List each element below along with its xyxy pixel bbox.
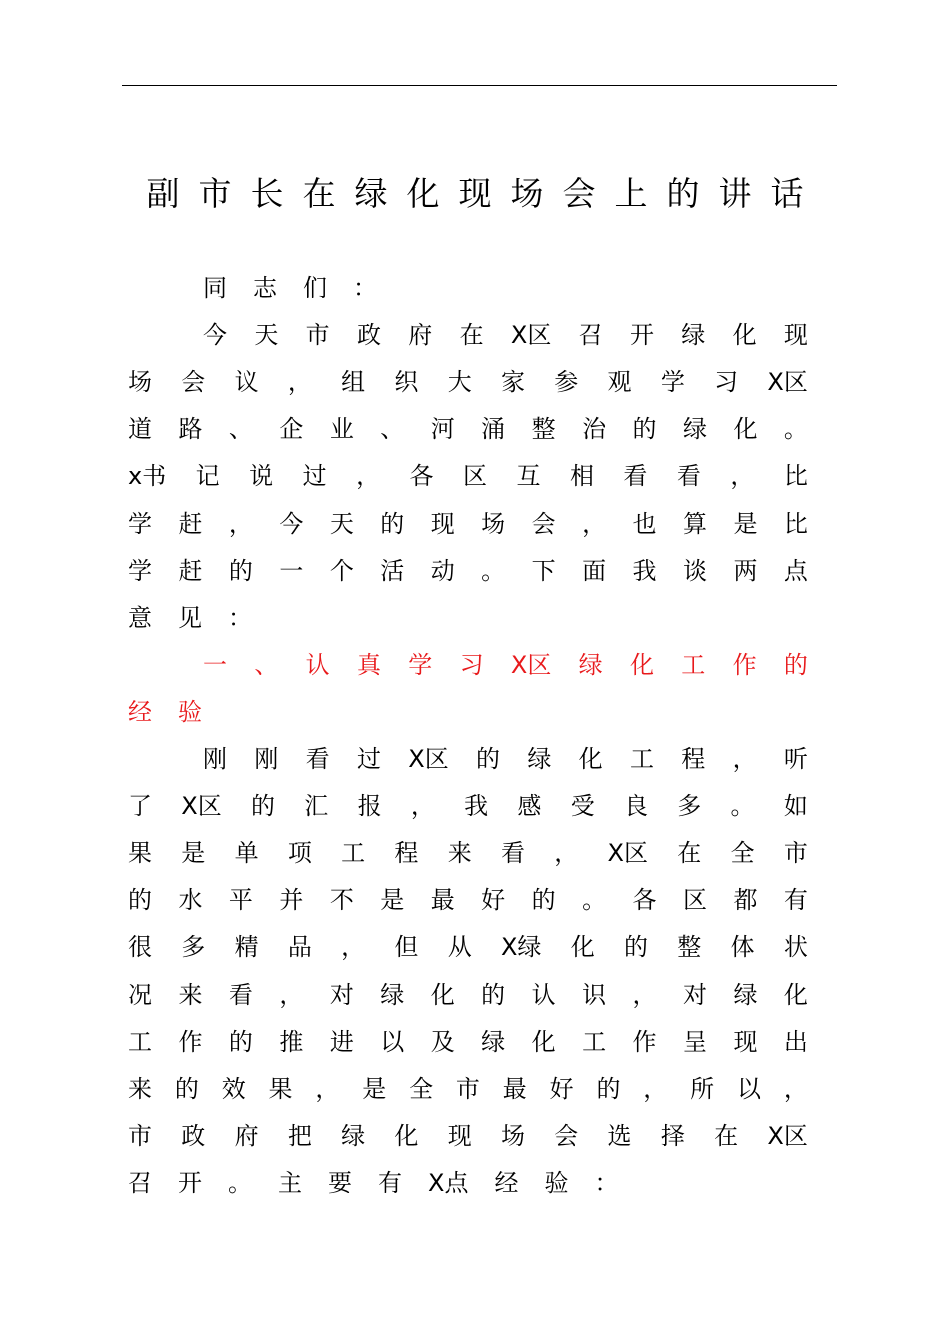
glyph: 工 — [582, 1027, 607, 1056]
glyph: 平 — [228, 886, 253, 915]
glyph: 过 — [302, 462, 327, 491]
glyph: 。 — [582, 886, 607, 915]
glyph: 各 — [632, 886, 657, 915]
paragraph-line — [128, 453, 808, 500]
glyph: 互 — [516, 462, 541, 491]
glyph: ， — [287, 368, 312, 397]
glyph: 学 — [408, 650, 433, 679]
glyph: 绿 — [681, 321, 706, 350]
glyph: 认 — [531, 980, 556, 1009]
glyph: 以 — [380, 1027, 405, 1056]
glyph: 看 — [305, 745, 330, 773]
glyph: 有 — [378, 1168, 402, 1197]
glyph: 对 — [682, 980, 707, 1009]
glyph: X区 — [181, 792, 222, 821]
glyph: 现 — [447, 1121, 472, 1150]
glyph: 感 — [517, 792, 542, 821]
glyph: 、 — [380, 415, 405, 444]
header-rule — [122, 85, 837, 86]
glyph: 主 — [278, 1168, 302, 1197]
glyph: X绿 — [500, 933, 542, 962]
glyph: 经 — [128, 697, 152, 726]
glyph: X区 — [510, 650, 552, 679]
glyph: 多 — [677, 792, 702, 821]
glyph: 大 — [447, 368, 472, 397]
glyph: 化 — [783, 980, 808, 1009]
glyph: 果 — [128, 839, 152, 868]
glyph: 相 — [569, 462, 594, 491]
glyph: 市 — [455, 1074, 480, 1103]
glyph: 天 — [254, 321, 279, 350]
paragraph-line — [128, 783, 808, 830]
glyph: 的 — [380, 509, 405, 538]
glyph: 进 — [329, 1027, 354, 1056]
glyph: 志 — [253, 274, 277, 302]
glyph: 也 — [632, 509, 657, 538]
glyph: 过 — [356, 745, 381, 773]
glyph: 工 — [681, 650, 706, 679]
glyph: 召 — [128, 1168, 152, 1197]
glyph: 很 — [128, 933, 152, 962]
glyph: X区 — [767, 1121, 808, 1150]
glyph: 府 — [408, 321, 433, 350]
glyph: 。 — [730, 792, 755, 821]
glyph: 们 — [303, 274, 327, 302]
glyph: 治 — [582, 415, 607, 444]
glyph: 全 — [730, 839, 755, 868]
glyph: 比 — [783, 462, 808, 491]
glyph: 看 — [500, 839, 525, 868]
glyph: ， — [730, 462, 755, 491]
glyph: 政 — [181, 1121, 206, 1150]
glyph: X区 — [607, 839, 648, 868]
glyph: 受 — [570, 792, 595, 821]
glyph: 程 — [681, 745, 706, 773]
glyph: 好 — [481, 886, 506, 915]
glyph: 意 — [128, 603, 152, 632]
document-title: 副市长在绿化现场会上的讲话 — [146, 174, 823, 213]
glyph: 是 — [181, 839, 206, 868]
glyph: 的 — [228, 556, 253, 585]
glyph: 场 — [128, 368, 152, 397]
glyph: 体 — [730, 933, 755, 962]
glyph: 单 — [234, 839, 259, 868]
glyph: 学 — [128, 509, 152, 538]
glyph: 经 — [494, 1168, 519, 1197]
glyph: 的 — [128, 886, 152, 915]
paragraph-line — [128, 1019, 808, 1066]
glyph: 市 — [783, 839, 808, 868]
glyph: 的 — [531, 886, 556, 915]
glyph: 但 — [394, 933, 419, 962]
glyph: 绿 — [578, 650, 603, 679]
glyph: 况 — [128, 980, 152, 1009]
glyph: 整 — [531, 415, 556, 444]
glyph: 同 — [203, 274, 227, 302]
glyph: 家 — [500, 368, 525, 397]
glyph: 并 — [279, 886, 304, 915]
glyph: 听 — [783, 745, 808, 773]
glyph: 天 — [329, 509, 354, 538]
glyph: 绿 — [733, 980, 758, 1009]
glyph: 真 — [356, 650, 381, 679]
glyph: 有 — [783, 886, 808, 915]
glyph: 是 — [362, 1074, 387, 1103]
glyph: 工 — [128, 1027, 152, 1056]
glyph: 区 — [463, 462, 488, 491]
glyph: 赶 — [178, 556, 203, 585]
glyph: 区 — [682, 886, 707, 915]
glyph: 谈 — [682, 556, 707, 585]
glyph: 现 — [783, 321, 808, 350]
glyph: 精 — [234, 933, 259, 962]
glyph: 状 — [783, 933, 808, 962]
glyph: 推 — [279, 1027, 304, 1056]
glyph: X点 — [428, 1168, 469, 1197]
glyph: 河 — [430, 415, 455, 444]
glyph: 程 — [394, 839, 419, 868]
glyph: 水 — [178, 886, 203, 915]
glyph: 不 — [329, 886, 354, 915]
glyph: 会 — [181, 368, 206, 397]
paragraph-line — [128, 830, 808, 877]
glyph: 汇 — [304, 792, 329, 821]
paragraph-line — [128, 1066, 808, 1113]
glyph: 作 — [632, 1027, 657, 1056]
glyph: 、 — [228, 415, 253, 444]
glyph: 各 — [409, 462, 434, 491]
glyph: 的 — [623, 933, 648, 962]
glyph: 看 — [676, 462, 701, 491]
glyph: 项 — [287, 839, 312, 868]
glyph: 品 — [287, 933, 312, 962]
paragraph-line — [203, 736, 808, 783]
glyph: 化 — [733, 415, 758, 444]
paragraph-line — [128, 1160, 808, 1207]
glyph: 刚 — [254, 745, 279, 773]
glyph: ， — [228, 509, 253, 538]
glyph: 验 — [178, 697, 202, 726]
glyph: 在 — [459, 321, 484, 350]
glyph: 对 — [329, 980, 354, 1009]
glyph: 比 — [783, 509, 808, 538]
glyph: 府 — [234, 1121, 259, 1150]
glyph: 会 — [531, 509, 556, 538]
glyph: 记 — [195, 462, 220, 491]
glyph: 现 — [733, 1027, 758, 1056]
glyph: 选 — [607, 1121, 632, 1150]
glyph: 认 — [305, 650, 330, 679]
glyph: 出 — [783, 1027, 808, 1056]
glyph: 学 — [660, 368, 685, 397]
glyph: 都 — [733, 886, 758, 915]
glyph: 说 — [249, 462, 274, 491]
glyph: 面 — [582, 556, 607, 585]
glyph: 要 — [328, 1168, 352, 1197]
glyph: 我 — [464, 792, 489, 821]
glyph: 企 — [279, 415, 304, 444]
glyph: 绿 — [527, 745, 552, 773]
glyph: 的 — [476, 745, 501, 773]
glyph: 以 — [736, 1074, 761, 1103]
glyph: X区 — [408, 745, 449, 773]
glyph: 工 — [629, 745, 654, 773]
glyph: ， — [410, 792, 435, 821]
glyph: 今 — [203, 321, 227, 350]
glyph: 动 — [430, 556, 455, 585]
glyph: 最 — [430, 886, 455, 915]
glyph: 来 — [447, 839, 472, 868]
glyph: 是 — [733, 509, 758, 538]
glyph: ， — [783, 1074, 808, 1103]
glyph: 的 — [783, 650, 808, 679]
glyph: ： — [594, 1168, 619, 1197]
glyph: 组 — [341, 368, 366, 397]
glyph: 看 — [623, 462, 648, 491]
paragraph-line — [128, 548, 808, 595]
glyph: 多 — [181, 933, 206, 962]
glyph: 道 — [128, 415, 152, 444]
glyph: 。 — [481, 556, 506, 585]
glyph: X区 — [767, 368, 808, 397]
paragraph-line — [128, 595, 808, 642]
glyph: 从 — [447, 933, 472, 962]
glyph: 。 — [228, 1168, 252, 1197]
glyph: 化 — [394, 1121, 419, 1150]
glyph: 政 — [356, 321, 381, 350]
glyph: 一 — [279, 556, 304, 585]
glyph: 的 — [228, 1027, 253, 1056]
glyph: 学 — [128, 556, 152, 585]
glyph: 现 — [430, 509, 455, 538]
glyph: x书 — [128, 462, 167, 491]
glyph: 绿 — [481, 1027, 506, 1056]
glyph: 择 — [660, 1121, 685, 1150]
glyph: 好 — [549, 1074, 574, 1103]
glyph: 观 — [607, 368, 632, 397]
glyph: 的 — [251, 792, 276, 821]
glyph: 赶 — [178, 509, 203, 538]
glyph: 召 — [578, 321, 603, 350]
glyph: 、 — [254, 650, 279, 679]
paragraph-line — [128, 924, 808, 971]
glyph: 参 — [554, 368, 579, 397]
paragraph-line — [128, 1113, 808, 1160]
glyph: 个 — [329, 556, 354, 585]
glyph: 及 — [430, 1027, 455, 1056]
glyph: 呈 — [682, 1027, 707, 1056]
glyph: 见 — [178, 603, 202, 632]
glyph: ： — [228, 603, 252, 632]
glyph: 在 — [677, 839, 702, 868]
paragraph-line — [128, 406, 808, 453]
glyph: 绿 — [380, 980, 405, 1009]
glyph: ， — [554, 839, 579, 868]
glyph: 看 — [228, 980, 253, 1009]
glyph: 场 — [500, 1121, 525, 1150]
glyph: 习 — [714, 368, 739, 397]
glyph: 市 — [305, 321, 330, 350]
glyph: 两 — [733, 556, 758, 585]
glyph: 化 — [732, 321, 757, 350]
glyph: ， — [643, 1074, 668, 1103]
glyph: 开 — [629, 321, 654, 350]
glyph: 我 — [632, 556, 657, 585]
glyph: 化 — [570, 933, 595, 962]
glyph: 化 — [629, 650, 654, 679]
glyph: 的 — [596, 1074, 621, 1103]
paragraph-line — [128, 501, 808, 548]
glyph: 织 — [394, 368, 419, 397]
glyph: 绿 — [682, 415, 707, 444]
glyph: 市 — [128, 1121, 152, 1150]
glyph: 如 — [783, 792, 808, 821]
glyph: ， — [732, 745, 757, 773]
glyph: 。 — [783, 415, 808, 444]
glyph: 工 — [341, 839, 366, 868]
glyph: ， — [315, 1074, 340, 1103]
glyph: 化 — [430, 980, 455, 1009]
section-heading-line — [203, 642, 808, 689]
glyph: 化 — [531, 1027, 556, 1056]
glyph: 了 — [128, 792, 152, 821]
glyph: 路 — [178, 415, 203, 444]
glyph: 作 — [178, 1027, 203, 1056]
glyph: 下 — [531, 556, 556, 585]
glyph: 验 — [544, 1168, 569, 1197]
glyph: 习 — [459, 650, 484, 679]
glyph: 绿 — [341, 1121, 366, 1150]
glyph: 果 — [268, 1074, 293, 1103]
paragraph-line — [128, 359, 808, 406]
glyph: 刚 — [203, 745, 227, 773]
glyph: 识 — [582, 980, 607, 1009]
glyph: ， — [356, 462, 381, 491]
glyph: 作 — [732, 650, 757, 679]
glyph: 涌 — [481, 415, 506, 444]
glyph: 来 — [178, 980, 203, 1009]
glyph: 今 — [279, 509, 304, 538]
glyph: 的 — [481, 980, 506, 1009]
glyph: 化 — [578, 745, 603, 773]
glyph: ： — [353, 274, 377, 302]
glyph: ， — [632, 980, 657, 1009]
paragraph-line — [128, 972, 808, 1019]
glyph: 业 — [329, 415, 354, 444]
glyph: 在 — [714, 1121, 739, 1150]
glyph: 良 — [623, 792, 648, 821]
glyph: 来 — [128, 1074, 152, 1103]
glyph: 算 — [682, 509, 707, 538]
glyph: 议 — [234, 368, 259, 397]
glyph: 会 — [554, 1121, 579, 1150]
glyph: 整 — [677, 933, 702, 962]
glyph: 场 — [481, 509, 506, 538]
section-heading-line — [128, 689, 808, 736]
glyph: 最 — [502, 1074, 527, 1103]
glyph: ， — [279, 980, 304, 1009]
glyph: 是 — [380, 886, 405, 915]
glyph: 全 — [409, 1074, 434, 1103]
glyph: 一 — [203, 650, 227, 679]
paragraph-line — [128, 877, 808, 924]
paragraph-line — [203, 312, 808, 359]
glyph: 把 — [287, 1121, 312, 1150]
glyph: ， — [341, 933, 366, 962]
glyph: 效 — [221, 1074, 246, 1103]
glyph: 报 — [357, 792, 382, 821]
glyph: 点 — [783, 556, 808, 585]
glyph: 的 — [632, 415, 657, 444]
paragraph-line — [203, 265, 808, 312]
glyph: X区 — [510, 321, 552, 350]
glyph: 所 — [690, 1074, 715, 1103]
glyph: ， — [582, 509, 607, 538]
glyph: 活 — [380, 556, 405, 585]
glyph: 开 — [178, 1168, 202, 1197]
glyph: 的 — [174, 1074, 199, 1103]
